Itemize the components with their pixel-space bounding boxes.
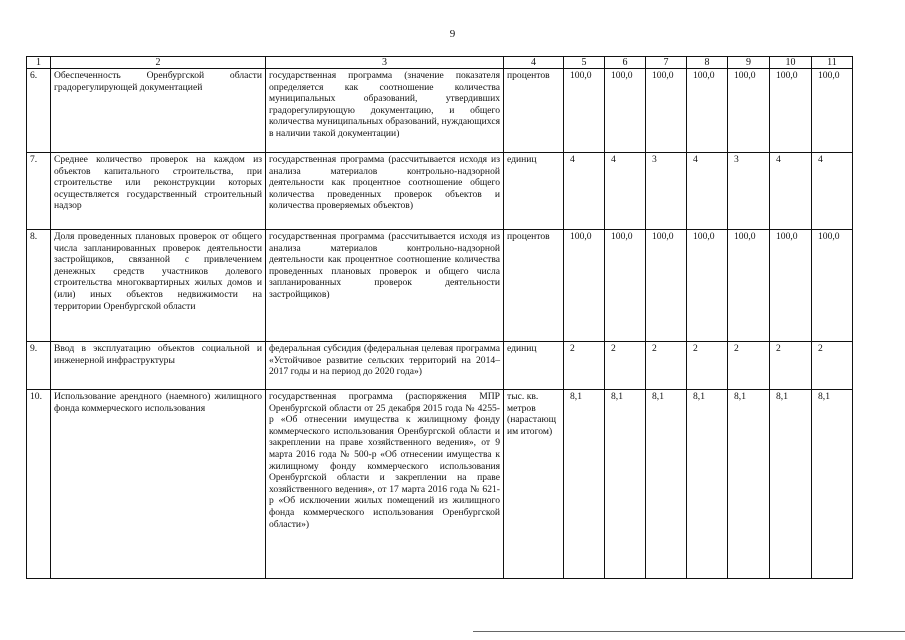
unit-of-measure: процентов: [504, 69, 564, 153]
year-value: 8,1: [564, 390, 605, 579]
column-number: 11: [812, 57, 853, 69]
table-row: [27, 390, 853, 579]
table-row: [27, 153, 853, 230]
year-value: 8,1: [687, 390, 728, 579]
unit-of-measure: процентов: [504, 230, 564, 342]
year-value: 8,1: [728, 390, 770, 579]
indicator-name: Использование арендного (наемного) жилищного фонда коммерческого использования: [51, 390, 266, 579]
year-value: 8,1: [646, 390, 687, 579]
table-row: [27, 342, 853, 390]
column-number: 6: [605, 57, 646, 69]
year-value: 4: [812, 153, 853, 230]
year-value: 4: [564, 153, 605, 230]
column-number: 1: [27, 57, 51, 69]
column-numbers-row: [27, 57, 853, 69]
indicator-name: Обеспеченность Оренбургской области градорегулирующей документацией: [51, 69, 266, 153]
unit-of-measure: единиц: [504, 153, 564, 230]
year-value: 100,0: [687, 69, 728, 153]
column-number: 3: [266, 57, 504, 69]
year-value: 8,1: [605, 390, 646, 579]
data-source: государственная программа (значение показателя определяется как соотношение количества муниципальных образований, утвердивших градорегулирующую документацию, и общего количества муниципальных образований, нуждающихся в наличии такой документации): [266, 69, 504, 153]
column-number: 10: [770, 57, 812, 69]
year-value: 100,0: [770, 230, 812, 342]
column-number: 7: [646, 57, 687, 69]
year-value: 3: [728, 153, 770, 230]
row-number: 6.: [27, 69, 51, 153]
year-value: 4: [770, 153, 812, 230]
indicator-name: Доля проведенных плановых проверок от общего числа запланированных проверок деятельности застройщиков, связанной с привлечением денежных средств участников долевого строительства многоквартирных жилых домов и (или) иных объектов недвижимости на территории Оренбургской области: [51, 230, 266, 342]
year-value: 100,0: [646, 230, 687, 342]
year-value: 4: [687, 153, 728, 230]
unit-of-measure: тыс. кв. метров (нарастающим итогом): [504, 390, 564, 579]
year-value: 2: [605, 342, 646, 390]
column-number: 4: [504, 57, 564, 69]
data-source: государственная программа (распоряжения МПР Оренбургской области от 25 декабря 2015 года № 4255-р «Об отнесении имущества к жилищному фонду коммерческого использования Оренбургской области и закреплении на праве хозяйственного ведения», от 9 марта 2016 года № 500-р «Об отнесении имущества к жилищному фонду коммерческого использования Оренбургской области и закреплении на праве хозяйственного ведения», от 17 марта 2016 года № 621-р «Об исключении жилых помещений из жилищного фонда коммерческого использования Оренбургской области»): [266, 390, 504, 579]
year-value: 100,0: [564, 69, 605, 153]
bottom-rule-line: [473, 631, 905, 632]
year-value: 100,0: [687, 230, 728, 342]
year-value: 3: [646, 153, 687, 230]
year-value: 8,1: [770, 390, 812, 579]
column-number: 2: [51, 57, 266, 69]
row-number: 8.: [27, 230, 51, 342]
column-number: 5: [564, 57, 605, 69]
year-value: 100,0: [812, 230, 853, 342]
year-value: 100,0: [728, 230, 770, 342]
year-value: 8,1: [812, 390, 853, 579]
year-value: 2: [812, 342, 853, 390]
unit-of-measure: единиц: [504, 342, 564, 390]
indicator-name: Ввод в эксплуатацию объектов социальной и инженерной инфраструктуры: [51, 342, 266, 390]
year-value: 2: [564, 342, 605, 390]
column-number: 8: [687, 57, 728, 69]
row-number: 10.: [27, 390, 51, 579]
table-row: [27, 230, 853, 342]
year-value: 2: [687, 342, 728, 390]
year-value: 100,0: [770, 69, 812, 153]
year-value: 100,0: [728, 69, 770, 153]
year-value: 2: [646, 342, 687, 390]
column-number: 9: [728, 57, 770, 69]
year-value: 4: [605, 153, 646, 230]
row-number: 9.: [27, 342, 51, 390]
year-value: 100,0: [812, 69, 853, 153]
page-number: 9: [449, 28, 456, 40]
year-value: 100,0: [605, 230, 646, 342]
indicator-name: Среднее количество проверок на каждом из объектов капитального строительства, при строительстве или реконструкции которых осуществляется государственный строительный надзор: [51, 153, 266, 230]
data-source: государственная программа (рассчитывается исходя из анализа материалов контрольно-надзорной деятельности как процентное соотношение общего количества проведенных проверок объектов и количества проверяемых объектов): [266, 153, 504, 230]
row-number: 7.: [27, 153, 51, 230]
year-value: 2: [770, 342, 812, 390]
table-row: [27, 69, 853, 153]
year-value: 100,0: [605, 69, 646, 153]
data-source: государственная программа (рассчитывается исходя из анализа материалов контрольно-надзорной деятельности как процентное соотношение количества проведенных плановых проверок и общего числа запланированных проверок деятельности застройщиков): [266, 230, 504, 342]
year-value: 2: [728, 342, 770, 390]
indicators-table: [26, 56, 853, 579]
year-value: 100,0: [564, 230, 605, 342]
year-value: 100,0: [646, 69, 687, 153]
data-source: федеральная субсидия (федеральная целевая программа «Устойчивое развитие сельских территорий на 2014–2017 годы и на период до 2020 года»): [266, 342, 504, 390]
